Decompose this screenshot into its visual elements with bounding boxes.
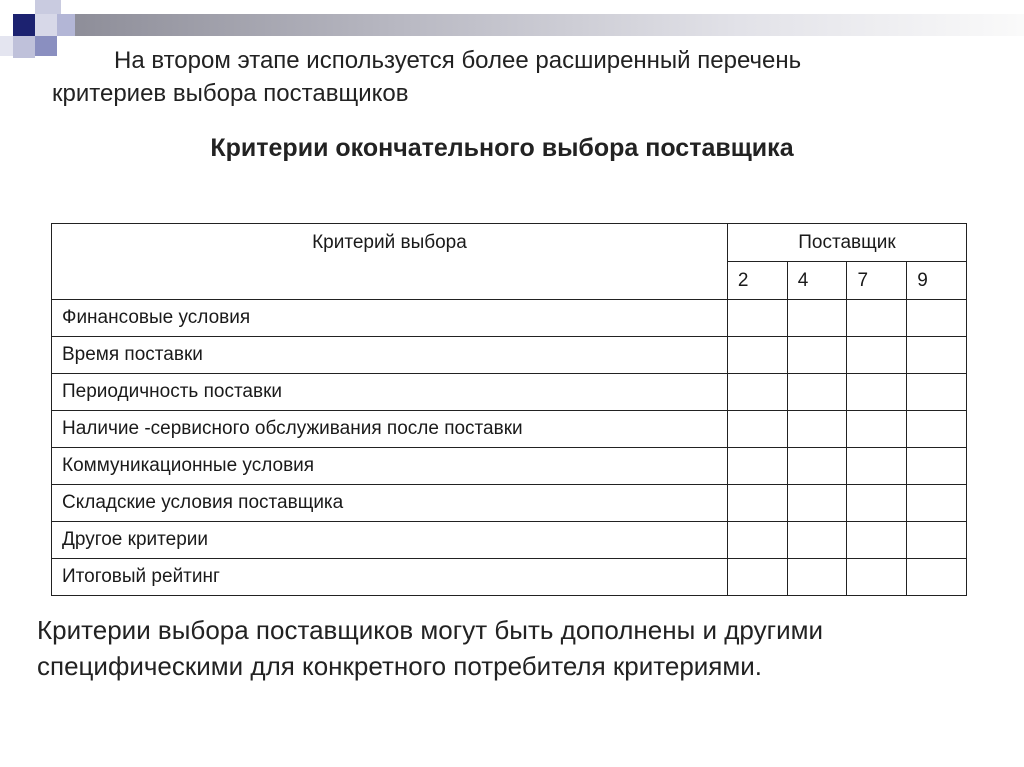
score-cell	[727, 411, 787, 448]
score-cell	[847, 559, 907, 596]
score-cell	[787, 374, 847, 411]
criterion-label: Наличие -сервисного обслуживания после поставки	[52, 411, 728, 448]
score-cell	[727, 559, 787, 596]
score-cell	[727, 522, 787, 559]
score-cell	[907, 300, 967, 337]
criterion-label: Коммуникационные условия	[52, 448, 728, 485]
score-cell	[847, 300, 907, 337]
supplier-column-header: Поставщик	[727, 224, 966, 262]
supplier-number: 9	[907, 262, 967, 300]
table-row	[52, 522, 967, 559]
decor-square	[13, 14, 35, 36]
score-cell	[787, 485, 847, 522]
decor-square	[13, 36, 35, 58]
score-cell	[787, 559, 847, 596]
table-row	[52, 300, 967, 337]
decor-square	[35, 14, 57, 36]
footer-line-2: специфическими для конкретного потребителя критериями.	[37, 651, 763, 681]
decor-square	[57, 14, 75, 36]
score-cell	[907, 337, 967, 374]
criteria-column-header: Критерий выбора	[52, 224, 728, 300]
table-row	[52, 448, 967, 485]
criteria-table	[51, 223, 967, 596]
intro-line-2: критериев выбора поставщиков	[52, 80, 409, 107]
decor-square	[0, 36, 13, 56]
criterion-label: Время поставки	[52, 337, 728, 374]
supplier-number: 4	[787, 262, 847, 300]
criterion-label: Другое критерии	[52, 522, 728, 559]
score-cell	[847, 337, 907, 374]
footer-line-1: Критерии выбора поставщиков могут быть дополнены и другими	[37, 615, 823, 645]
score-cell	[907, 559, 967, 596]
score-cell	[907, 411, 967, 448]
score-cell	[907, 522, 967, 559]
score-cell	[727, 300, 787, 337]
score-cell	[787, 337, 847, 374]
score-cell	[787, 522, 847, 559]
score-cell	[727, 374, 787, 411]
score-cell	[727, 448, 787, 485]
score-cell	[907, 485, 967, 522]
intro-text	[52, 44, 992, 110]
criterion-label: Итоговый рейтинг	[52, 559, 728, 596]
decor-square	[35, 0, 61, 14]
criterion-label: Периодичность поставки	[52, 374, 728, 411]
score-cell	[847, 448, 907, 485]
score-cell	[847, 485, 907, 522]
intro-line-1: На втором этапе используется более расширенный перечень	[114, 47, 802, 74]
table-heading: Критерии окончательного выбора поставщика	[210, 134, 794, 162]
score-cell	[787, 411, 847, 448]
score-cell	[847, 374, 907, 411]
score-cell	[727, 485, 787, 522]
table-row	[52, 559, 967, 596]
score-cell	[907, 448, 967, 485]
score-cell	[787, 300, 847, 337]
table-row	[52, 411, 967, 448]
score-cell	[727, 337, 787, 374]
score-cell	[787, 448, 847, 485]
score-cell	[847, 522, 907, 559]
criterion-label: Финансовые условия	[52, 300, 728, 337]
criterion-label: Складские условия поставщика	[52, 485, 728, 522]
table-row	[52, 374, 967, 411]
table-row	[52, 485, 967, 522]
footer-note	[37, 612, 997, 684]
supplier-number: 2	[727, 262, 787, 300]
supplier-number: 7	[847, 262, 907, 300]
table-row	[52, 337, 967, 374]
table-header-row	[52, 224, 967, 262]
header-gradient-bar	[75, 14, 1024, 36]
score-cell	[907, 374, 967, 411]
score-cell	[847, 411, 907, 448]
